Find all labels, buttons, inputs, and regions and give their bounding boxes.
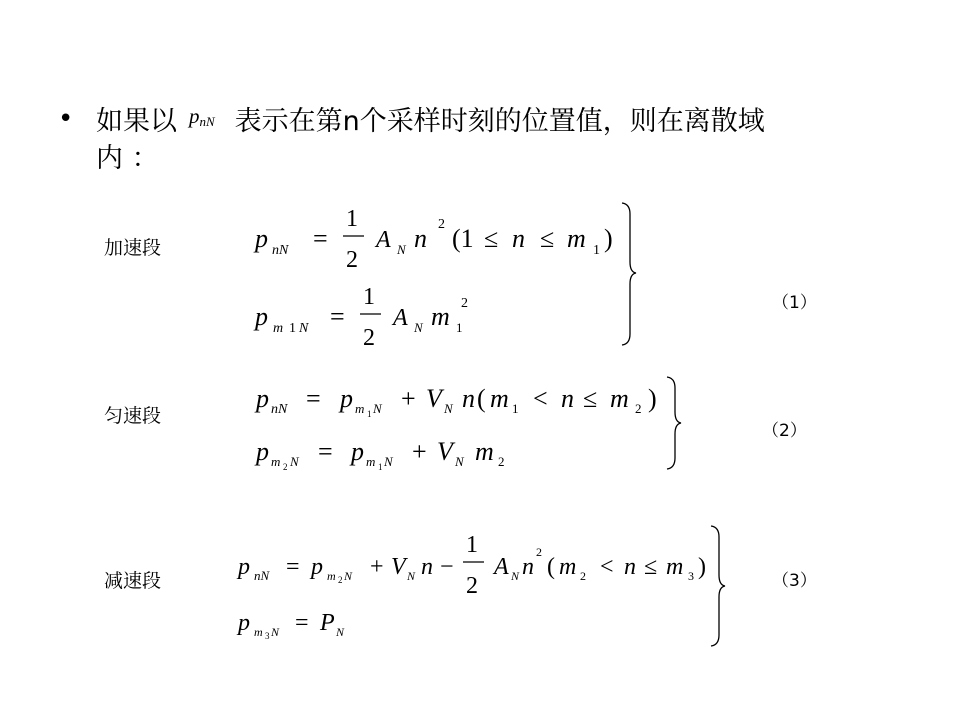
svg-text:1: 1: [466, 532, 478, 558]
svg-text:N: N: [455, 454, 464, 469]
svg-text:=: =: [286, 554, 300, 580]
bullet-marker: •: [58, 104, 74, 134]
segment-label-constant: 匀速段: [104, 405, 162, 427]
fraction-denominator: 2: [346, 247, 358, 273]
svg-text:≤: ≤: [583, 384, 598, 413]
svg-text:2: 2: [461, 296, 468, 311]
svg-text:p: p: [256, 384, 269, 413]
svg-text:2: 2: [338, 575, 343, 585]
svg-text:N: N: [373, 401, 382, 416]
svg-text:2: 2: [466, 573, 478, 599]
svg-text:nN: nN: [254, 568, 270, 583]
svg-text:3: 3: [688, 569, 694, 583]
svg-text:N: N: [384, 454, 393, 469]
svg-text:=: =: [330, 302, 345, 331]
svg-text:nN: nN: [272, 243, 289, 258]
svg-text:=: =: [313, 224, 328, 253]
intro-suffix: 表示在第n个采样时刻的位置值，则在离散域: [234, 106, 765, 137]
svg-text:+: +: [412, 437, 427, 466]
svg-text:nN: nN: [271, 402, 288, 417]
intro-line-2: 内 ：: [96, 143, 159, 174]
svg-text:+: +: [370, 554, 384, 580]
svg-text:(: (: [547, 554, 555, 580]
svg-text:n: n: [421, 554, 433, 580]
equation-3a: [236, 532, 706, 599]
svg-text:1: 1: [289, 321, 296, 336]
equation-number-1: （1）: [772, 293, 817, 313]
svg-text:2: 2: [580, 569, 586, 583]
svg-text:N: N: [336, 625, 345, 639]
svg-text:≤: ≤: [484, 224, 499, 253]
svg-text:2: 2: [498, 454, 505, 469]
segment-label-accel: 加速段: [104, 237, 162, 259]
right-brace-3: [711, 526, 725, 646]
svg-text:n: n: [512, 224, 525, 253]
svg-text:2: 2: [283, 462, 288, 472]
svg-text:=: =: [306, 384, 321, 413]
svg-text:N: N: [344, 569, 353, 583]
svg-text:=: =: [295, 610, 309, 636]
svg-text:m: m: [559, 554, 577, 580]
svg-text:n: n: [522, 554, 534, 580]
svg-text:p: p: [340, 384, 353, 413]
svg-text:A: A: [494, 554, 509, 580]
equation-2a: [254, 384, 657, 419]
intro-variable: pnN: [189, 104, 215, 129]
svg-text:p: p: [238, 610, 250, 636]
svg-text:N: N: [299, 321, 309, 336]
svg-text:V: V: [437, 437, 453, 466]
svg-text:1: 1: [512, 401, 519, 416]
svg-text:m: m: [431, 302, 450, 331]
svg-text:N: N: [511, 569, 520, 583]
equation-3b: [236, 610, 345, 641]
svg-text:N: N: [414, 320, 423, 335]
right-brace-2: [667, 377, 681, 469]
svg-text:p: p: [255, 302, 268, 331]
equation-1b: [253, 284, 468, 351]
right-brace-1: [622, 203, 636, 345]
svg-text:n: n: [462, 384, 475, 413]
svg-text:N: N: [444, 401, 453, 416]
svg-text:+: +: [401, 384, 416, 413]
svg-text:N: N: [290, 454, 299, 469]
svg-text:p: p: [255, 224, 268, 253]
svg-text:1: 1: [593, 243, 600, 258]
svg-text:m: m: [327, 569, 336, 583]
svg-text:V: V: [391, 554, 406, 580]
svg-text:): ): [648, 384, 657, 413]
svg-text:N: N: [397, 242, 406, 257]
svg-text:A: A: [393, 305, 408, 331]
svg-text:p: p: [238, 554, 250, 580]
svg-text:m: m: [271, 454, 281, 469]
svg-text:<: <: [533, 384, 548, 413]
svg-text:N: N: [271, 625, 280, 639]
svg-text:<: <: [600, 554, 614, 580]
svg-text:1: 1: [363, 284, 375, 310]
svg-text:n: n: [624, 554, 636, 580]
segment-label-decel: 减速段: [104, 570, 162, 592]
svg-text:≤: ≤: [644, 554, 658, 580]
svg-text:n: n: [561, 384, 574, 413]
svg-text:2: 2: [363, 325, 375, 351]
svg-text:m: m: [666, 554, 684, 580]
svg-text:1: 1: [456, 320, 463, 335]
svg-text:2: 2: [536, 545, 542, 559]
svg-text:p: p: [351, 437, 364, 466]
svg-text:2: 2: [438, 217, 445, 232]
svg-text:m: m: [567, 224, 586, 253]
svg-text:m: m: [366, 454, 376, 469]
intro-prefix: 如果以: [96, 106, 177, 137]
svg-text:−: −: [440, 554, 454, 580]
svg-text:m: m: [490, 384, 509, 413]
svg-text:p: p: [311, 554, 323, 580]
svg-text:(: (: [477, 384, 486, 413]
svg-text:m: m: [355, 401, 365, 416]
svg-text:3: 3: [265, 631, 270, 641]
svg-text:m: m: [273, 321, 284, 336]
svg-text:=: =: [318, 437, 333, 466]
svg-text:m: m: [475, 437, 494, 466]
svg-text:N: N: [407, 569, 416, 583]
svg-text:A: A: [376, 227, 391, 253]
svg-text:(1: (1: [452, 224, 474, 253]
equation-2b: [254, 437, 505, 472]
svg-text:1: 1: [367, 409, 372, 419]
equation-number-3: （3）: [772, 571, 817, 591]
svg-text:V: V: [426, 384, 442, 413]
fraction-numerator: 1: [346, 206, 358, 232]
svg-text:n: n: [414, 224, 427, 253]
svg-text:): ): [698, 554, 706, 580]
equation-number-2: （2）: [762, 421, 807, 441]
svg-text:p: p: [256, 437, 269, 466]
svg-text:≤: ≤: [540, 224, 555, 253]
svg-text:): ): [604, 224, 613, 253]
svg-text:m: m: [254, 625, 263, 639]
svg-text:1: 1: [378, 462, 383, 472]
svg-text:P: P: [320, 610, 335, 636]
svg-text:2: 2: [635, 401, 642, 416]
equation-1a: [253, 206, 613, 273]
svg-text:m: m: [610, 384, 629, 413]
